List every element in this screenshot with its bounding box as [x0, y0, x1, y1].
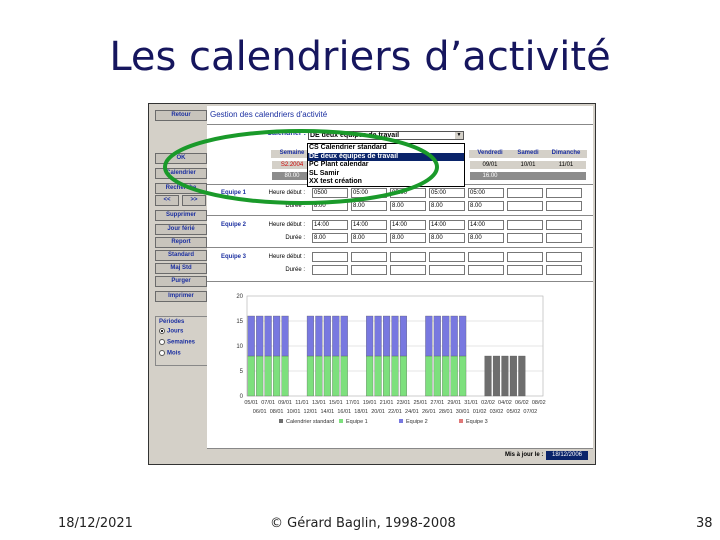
- team-3-label: Equipe 3: [221, 254, 247, 260]
- x-tick-label: 16/01: [337, 409, 352, 415]
- bar-segment: [459, 356, 466, 396]
- team-3-duration-2[interactable]: [351, 265, 387, 275]
- start-label: Heure début :: [268, 190, 305, 196]
- team-3-duration-4[interactable]: [429, 265, 465, 275]
- start-label: Heure début :: [268, 222, 305, 228]
- team-3-start-4[interactable]: [429, 252, 465, 262]
- bar-segment: [256, 316, 263, 356]
- team-3-start-7[interactable]: [546, 252, 582, 262]
- team-2-duration-7[interactable]: [546, 233, 582, 243]
- bar-segment: [400, 356, 407, 396]
- legend-swatch: [399, 419, 403, 423]
- x-tick-label: 29/01: [447, 400, 462, 406]
- bar-segment: [518, 356, 525, 396]
- team-2-start-7[interactable]: [546, 220, 582, 230]
- week-hours: 80.00: [272, 172, 312, 180]
- bar-segment: [324, 356, 331, 396]
- period-semaines-label: Semaines: [167, 339, 196, 346]
- y-tick-label: 0: [239, 394, 243, 400]
- radio-icon: [159, 350, 165, 356]
- x-tick-label: 06/02: [514, 400, 529, 406]
- periods-group: [155, 316, 209, 366]
- status-label: Mis à jour le :: [505, 452, 544, 458]
- x-tick-label: 01/02: [472, 409, 487, 415]
- retour-button[interactable]: Retour: [155, 110, 207, 121]
- divider: [207, 124, 593, 125]
- x-tick-label: 31/01: [464, 400, 478, 406]
- dropdown-item-xx[interactable]: XX test création: [309, 178, 362, 185]
- jour-ferie-button[interactable]: Jour férié: [155, 224, 207, 235]
- bar-segment: [434, 316, 441, 356]
- y-tick-label: 10: [236, 344, 243, 350]
- team-1-start-2[interactable]: 05:00: [351, 188, 387, 198]
- periods-label: Périodes: [159, 319, 185, 325]
- bar-segment: [502, 356, 509, 396]
- team-1-start-3[interactable]: 05:00: [390, 188, 426, 198]
- status-bar: [207, 448, 593, 465]
- bar-segment: [459, 316, 466, 356]
- x-tick-label: 04/02: [498, 400, 512, 406]
- team-1-label: Equipe 1: [221, 190, 247, 196]
- team-1-start-5[interactable]: 05:00: [468, 188, 504, 198]
- legend-label: Equipe 2: [406, 419, 428, 425]
- x-tick-label: 26/01: [421, 409, 436, 415]
- team-1-start-4[interactable]: 05:00: [429, 188, 465, 198]
- app-title: Gestion des calendriers d'activité: [210, 110, 328, 119]
- x-tick-label: 18/01: [354, 409, 369, 415]
- team-2-start-2[interactable]: 14:00: [351, 220, 387, 230]
- legend-swatch: [279, 419, 283, 423]
- bar-segment: [341, 356, 348, 396]
- team-1-duration-4[interactable]: 8.00: [429, 201, 465, 211]
- bar-segment: [366, 356, 373, 396]
- x-tick-label: 30/01: [455, 409, 470, 415]
- dropdown-item-pc[interactable]: PC Plant calendar: [309, 161, 369, 168]
- bar-segment: [451, 316, 458, 356]
- bar-segment: [425, 356, 432, 396]
- team-2-duration-2[interactable]: 8.00: [351, 233, 387, 243]
- bar-segment: [400, 316, 407, 356]
- period-semaines-radio[interactable]: [159, 339, 195, 346]
- team-1-start-7[interactable]: [546, 188, 582, 198]
- footer-date: 18/12/2021: [58, 516, 133, 531]
- period-mois-label: Mois: [167, 350, 181, 357]
- bar-segment: [383, 316, 390, 356]
- legend-label: Calendrier standard: [286, 419, 335, 425]
- x-tick-label: 25/01: [413, 400, 428, 406]
- legend-swatch: [459, 419, 463, 423]
- divider: [207, 247, 593, 248]
- bar-segment: [273, 316, 280, 356]
- ok-button[interactable]: OK: [155, 153, 207, 164]
- team-3-start-2[interactable]: [351, 252, 387, 262]
- legend-swatch: [339, 419, 343, 423]
- recherche-button[interactable]: Recherche: [155, 183, 207, 194]
- slide-title: Les calendriers d’activité: [109, 34, 611, 80]
- x-tick-label: 28/01: [438, 409, 453, 415]
- purger-button[interactable]: Purger: [155, 276, 207, 287]
- duration-label: Durée :: [285, 235, 305, 241]
- x-tick-label: 06/01: [252, 409, 267, 415]
- header-dimanche: Dimanche: [545, 150, 587, 158]
- bar-segment: [307, 316, 314, 356]
- bar-segment: [392, 356, 399, 396]
- standard-button[interactable]: Standard: [155, 250, 207, 261]
- bar-segment: [316, 356, 323, 396]
- bar-segment: [442, 356, 449, 396]
- dropdown-item-sl[interactable]: SL Samir: [309, 169, 340, 177]
- bar-segment: [366, 316, 373, 356]
- team-1-duration-5[interactable]: 8.00: [468, 201, 504, 211]
- x-tick-label: 11/01: [295, 400, 309, 406]
- bar-segment: [510, 356, 517, 396]
- imprimer-button[interactable]: Imprimer: [155, 291, 207, 302]
- x-tick-label: 12/01: [303, 409, 318, 415]
- x-tick-label: 23/01: [396, 400, 411, 406]
- bar-segment: [316, 316, 323, 356]
- samedi-date: 10/01: [508, 161, 548, 169]
- x-tick-label: 20/01: [371, 409, 385, 415]
- bar-segment: [392, 316, 399, 356]
- next-button[interactable]: >>: [182, 195, 206, 206]
- x-tick-label: 09/01: [278, 400, 292, 406]
- team-1-duration-7[interactable]: [546, 201, 582, 211]
- bar-segment: [375, 316, 382, 356]
- period-jours-radio[interactable]: [159, 328, 183, 335]
- bar-segment: [256, 356, 263, 396]
- maj-std-button[interactable]: Maj Std: [155, 263, 207, 274]
- team-2-duration-1[interactable]: 8.00: [312, 233, 348, 243]
- status-value: 18/12/2006: [546, 451, 588, 460]
- team-1-duration-3[interactable]: 8.00: [390, 201, 426, 211]
- x-tick-label: 05/02: [506, 409, 521, 415]
- divider: [207, 281, 593, 282]
- bar-segment: [307, 356, 314, 396]
- bar-segment: [282, 356, 289, 396]
- team-2-start-5[interactable]: 14:00: [468, 220, 504, 230]
- bar-segment: [442, 316, 449, 356]
- bar-segment: [282, 316, 289, 356]
- x-tick-label: 19/01: [362, 400, 377, 406]
- team-2-duration-5[interactable]: 8.00: [468, 233, 504, 243]
- legend-label: Equipe 3: [466, 419, 488, 425]
- bar-segment: [324, 316, 331, 356]
- x-tick-label: 15/01: [328, 400, 343, 406]
- start-label: Heure début :: [268, 254, 305, 260]
- dimanche-hours: [546, 172, 586, 180]
- bar-segment: [265, 316, 272, 356]
- x-tick-label: 22/01: [388, 409, 402, 415]
- x-tick-label: 08/02: [531, 400, 546, 406]
- dimanche-date: 11/01: [546, 161, 586, 169]
- team-3-duration-7[interactable]: [546, 265, 582, 275]
- x-tick-label: 24/01: [405, 409, 419, 415]
- legend-label: Equipe 1: [346, 419, 368, 425]
- team-2-label: Equipe 2: [221, 222, 247, 228]
- team-3-start-6[interactable]: [507, 252, 543, 262]
- x-tick-label: 07/01: [261, 400, 276, 406]
- bar-segment: [451, 356, 458, 396]
- team-1-duration-2[interactable]: 8.00: [351, 201, 387, 211]
- calendar-select-value: DE deux équipes de travail: [310, 132, 400, 139]
- team-2-start-1[interactable]: 14:00: [312, 220, 348, 230]
- prev-button[interactable]: <<: [155, 195, 179, 206]
- dropdown-item-de[interactable]: DE deux équipes de travail: [308, 153, 464, 162]
- bar-segment: [383, 356, 390, 396]
- bar-segment: [332, 356, 339, 396]
- week-value: S2.2004: [272, 161, 312, 169]
- team-3-start-1[interactable]: [312, 252, 348, 262]
- footer-copyright: © Gérard Baglin, 1998-2008: [270, 516, 456, 531]
- radio-selected-icon: [159, 328, 165, 334]
- chevron-down-icon[interactable]: ▼: [456, 132, 462, 138]
- x-tick-label: 14/01: [320, 409, 335, 415]
- x-tick-label: 02/02: [481, 400, 495, 406]
- bar-segment: [273, 356, 280, 396]
- team-2-duration-6[interactable]: [507, 233, 543, 243]
- bar-segment: [248, 316, 255, 356]
- team-2-start-3[interactable]: 14:00: [390, 220, 426, 230]
- bar-segment: [425, 316, 432, 356]
- x-tick-label: 07/02: [523, 409, 538, 415]
- duration-label: Durée :: [285, 267, 305, 273]
- footer-page-number: 38: [696, 516, 713, 531]
- team-3-start-3[interactable]: [390, 252, 426, 262]
- bar-segment: [332, 316, 339, 356]
- bar-segment: [375, 356, 382, 396]
- team-1-start-1[interactable]: 0500: [312, 188, 348, 198]
- calendar-label: Calendrier :: [267, 130, 306, 137]
- bar-segment: [493, 356, 500, 396]
- team-2-duration-4[interactable]: 8.00: [429, 233, 465, 243]
- team-3-duration-5[interactable]: [468, 265, 504, 275]
- x-tick-label: 03/02: [489, 409, 504, 415]
- divider: [207, 215, 593, 216]
- team-3-start-5[interactable]: [468, 252, 504, 262]
- team-2-duration-3[interactable]: 8.00: [390, 233, 426, 243]
- highlight-ellipse: [83, 127, 523, 207]
- team-3-duration-3[interactable]: [390, 265, 426, 275]
- y-tick-label: 15: [236, 319, 243, 325]
- x-tick-label: 27/01: [430, 400, 445, 406]
- x-tick-label: 13/01: [312, 400, 326, 406]
- header-semaine: Semaine: [271, 150, 313, 158]
- x-tick-label: 10/01: [286, 409, 301, 415]
- bar-segment: [434, 356, 441, 396]
- team-3-duration-6[interactable]: [507, 265, 543, 275]
- activity-chart: [207, 286, 591, 446]
- bar-segment: [265, 356, 272, 396]
- team-3-duration-1[interactable]: [312, 265, 348, 275]
- duration-label: Durée :: [285, 203, 305, 209]
- period-jours-label: Jours: [167, 328, 184, 335]
- vendredi-hours: 16.00: [470, 172, 510, 180]
- period-mois-radio[interactable]: [159, 350, 181, 357]
- report-button[interactable]: Report: [155, 237, 207, 248]
- radio-icon: [159, 339, 165, 345]
- vendredi-date: 09/01: [470, 161, 510, 169]
- x-tick-label: 17/01: [345, 400, 360, 406]
- x-tick-label: 21/01: [379, 400, 394, 406]
- header-samedi: Samedi: [507, 150, 549, 158]
- team-2-start-4[interactable]: 14:00: [429, 220, 465, 230]
- supprimer-button[interactable]: Supprimer: [155, 210, 207, 221]
- dropdown-item-cs[interactable]: CS Calendrier standard: [309, 144, 387, 151]
- team-1-duration-1[interactable]: 8.00: [312, 201, 348, 211]
- calendrier-button[interactable]: Calendrier: [155, 168, 207, 179]
- header-vendredi: Vendredi: [469, 150, 511, 158]
- y-tick-label: 20: [236, 294, 243, 300]
- y-tick-label: 5: [239, 369, 243, 375]
- x-tick-label: 05/01: [244, 400, 259, 406]
- bar-segment: [341, 316, 348, 356]
- bar-segment: [485, 356, 492, 396]
- x-tick-label: 08/01: [269, 409, 284, 415]
- team-2-start-6[interactable]: [507, 220, 543, 230]
- bar-segment: [248, 356, 255, 396]
